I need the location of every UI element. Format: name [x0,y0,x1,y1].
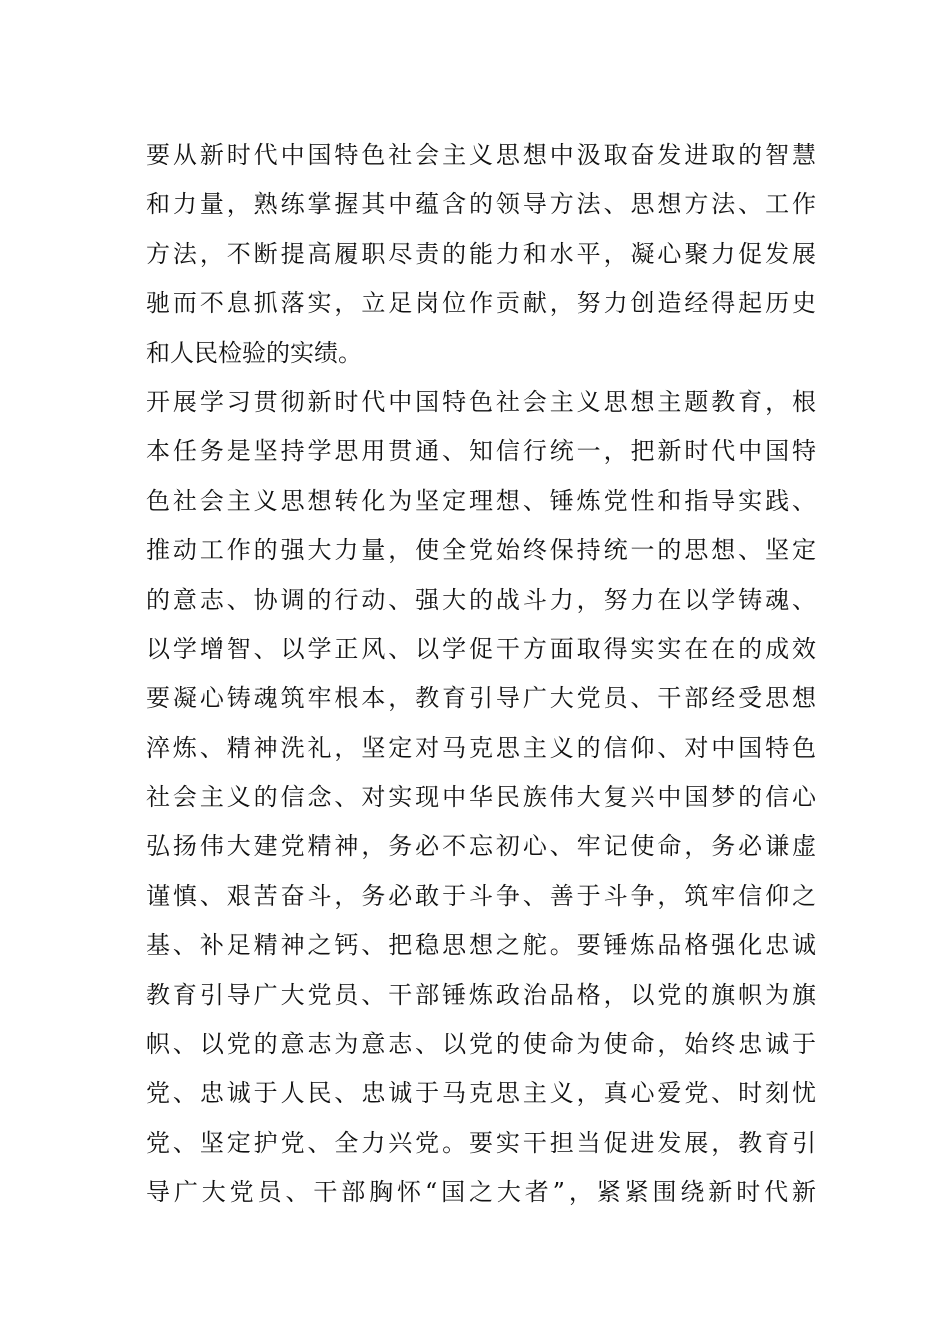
text-line: 要凝心铸魂筑牢根本，教育引导广大党员、干部经受思想 [146,684,816,713]
text-line: 色社会主义思想转化为坚定理想、锤炼党性和指导实践、 [146,486,816,515]
text-line: 方法，不断提高履职尽责的能力和水平，凝心聚力促发展 [146,239,816,268]
text-line: 党、忠诚于人民、忠诚于马克思主义，真心爱党、时刻忧 [146,1079,816,1108]
text-line: 基、补足精神之钙、把稳思想之舵。要锤炼品格强化忠诚 [146,931,816,960]
text-line: 和人民检验的实绩。 [146,338,362,367]
text-line: 以学增智、以学正风、以学促干方面取得实实在在的成效 [146,634,816,663]
text-line: 本任务是坚持学思用贯通、知信行统一，把新时代中国特 [146,437,816,466]
text-line: 驰而不息抓落实，立足岗位作贡献，努力创造经得起历史 [146,289,816,318]
text-line: 帜、以党的意志为意志、以党的使命为使命，始终忠诚于 [146,1030,816,1059]
text-line: 导广大党员、干部胸怀“国之大者”，紧紧围绕新时代新 [146,1178,816,1207]
text-line: 开展学习贯彻新时代中国特色社会主义思想主题教育，根 [146,387,816,416]
text-line: 和力量，熟练掌握其中蕴含的领导方法、思想方法、工作 [146,190,816,219]
text-line: 要从新时代中国特色社会主义思想中汲取奋发进取的智慧 [146,141,816,169]
text-line: 推动工作的强大力量，使全党始终保持统一的思想、坚定 [146,536,816,565]
text-line: 弘扬伟大建党精神，务必不忘初心、牢记使命，务必谦虚 [146,832,816,861]
text-line: 的意志、协调的行动、强大的战斗力，努力在以学铸魂、 [146,585,816,614]
document-body [146,131,816,1218]
text-line: 谨慎、艰苦奋斗，务必敢于斗争、善于斗争，筑牢信仰之 [146,881,816,910]
text-line: 党、坚定护党、全力兴党。要实干担当促进发展，教育引 [146,1128,816,1157]
text-line: 淬炼、精神洗礼，坚定对马克思主义的信仰、对中国特色 [146,733,816,762]
text-line: 社会主义的信念、对实现中华民族伟大复兴中国梦的信心 [146,783,816,812]
text-line: 教育引导广大党员、干部锤炼政治品格，以党的旗帜为旗 [146,980,816,1009]
